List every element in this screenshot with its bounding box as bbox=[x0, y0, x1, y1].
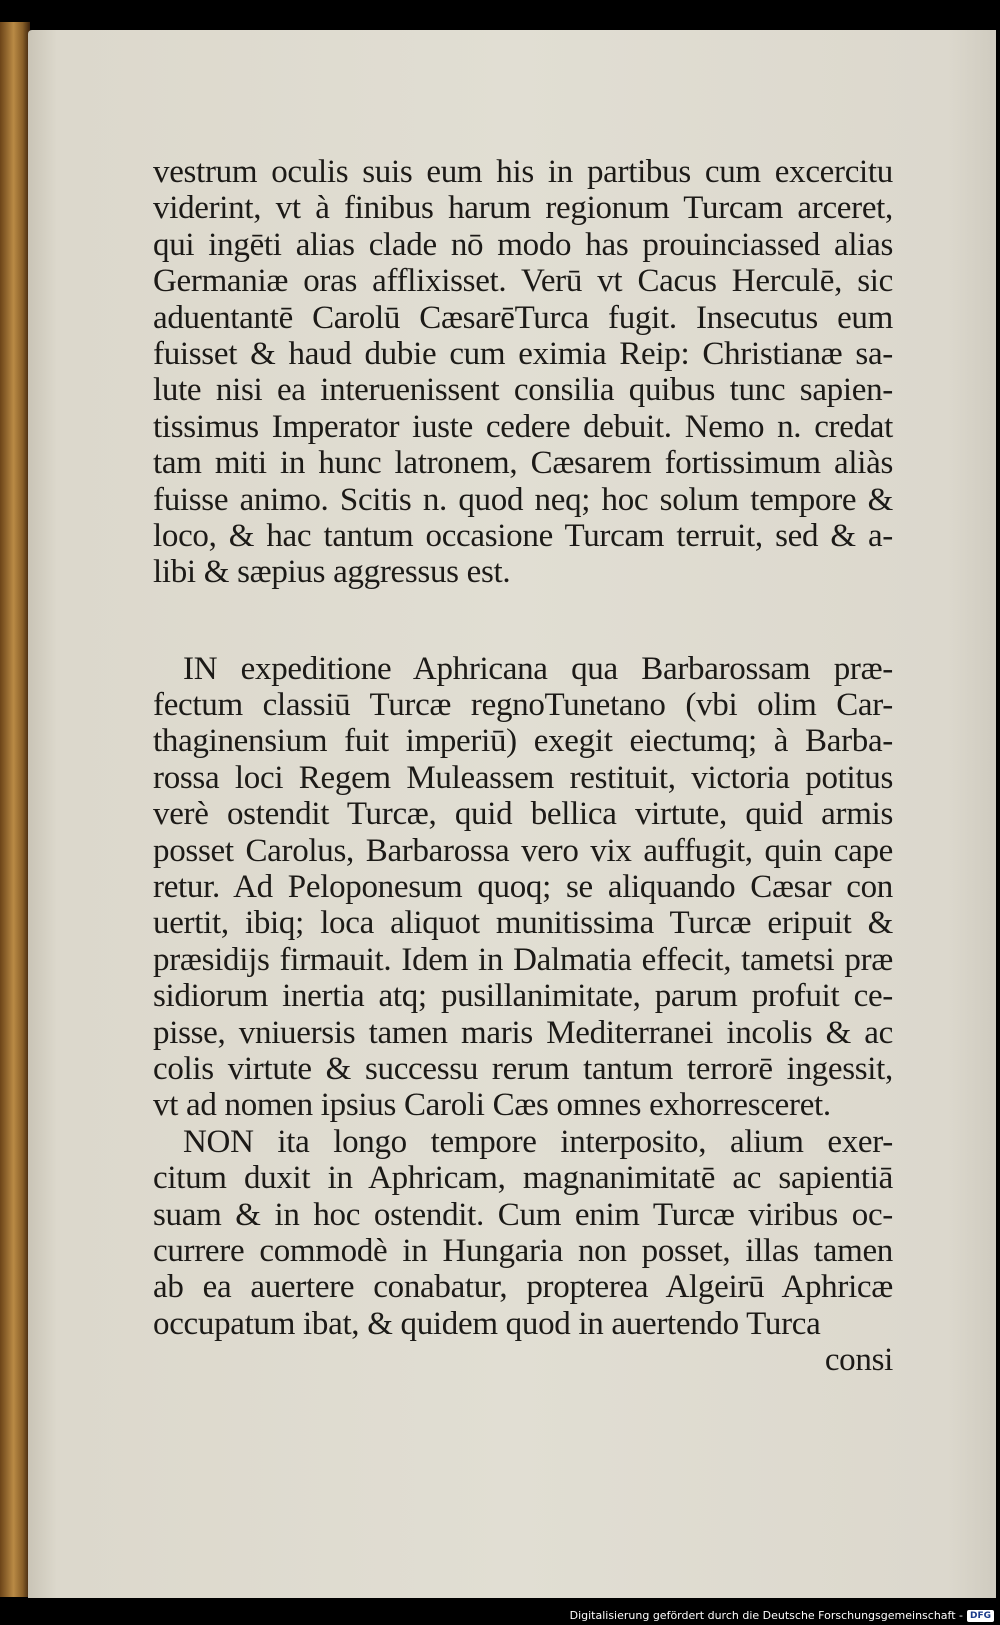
text-line: pisse, vniuersis tamen maris Mediterranei incolis & ac bbox=[153, 1014, 893, 1051]
text-line: ab ea auertere conabatur, propterea Algeirū Aphricæ bbox=[153, 1269, 893, 1306]
dfg-logo: DFG bbox=[967, 1610, 994, 1622]
page-text bbox=[153, 154, 893, 1379]
text-line: IN expeditione Aphricana qua Barbarossam præ- bbox=[183, 650, 893, 687]
text-line: loco, & hac tantum occasione Turcam terruit, sed & a- bbox=[153, 517, 893, 554]
paragraph-3 bbox=[153, 1124, 893, 1342]
text-line: Germaniæ oras afflixisset. Verū vt Cacus Herculē, sic bbox=[153, 263, 893, 300]
text-line: lute nisi ea interuenissent consilia quibus tunc sapien- bbox=[153, 372, 893, 409]
text-line: sidiorum inertia atq; pusillanimitate, parum profuit ce- bbox=[153, 978, 893, 1015]
text-line: thaginensium fuit imperiū) exegit eiectumq; à Barba- bbox=[153, 723, 893, 760]
text-line: fectum classiū Turcæ regnoTunetano (vbi olim Car- bbox=[153, 687, 893, 724]
text-line: fuisse animo. Scitis n. quod neq; hoc solum tempore & bbox=[153, 481, 893, 518]
text-line: qui ingēti alias clade nō modo has prouinciassed alias bbox=[153, 226, 893, 263]
catchword: consi bbox=[824, 1342, 893, 1379]
paragraph-2 bbox=[153, 651, 893, 1124]
text-line: vt ad nomen ipsius Caroli Cæs omnes exhorresceret. bbox=[153, 1087, 831, 1124]
text-line: præsidijs firmauit. Idem in Dalmatia effecit, tametsi præ bbox=[153, 941, 893, 978]
text-line: posset Carolus, Barbarossa vero vix auffugit, quin cape bbox=[153, 832, 893, 869]
paragraph-1 bbox=[153, 154, 893, 591]
text-line: rossa loci Regem Muleassem restituit, victoria potitus bbox=[153, 759, 893, 796]
text-line: NON ita longo tempore interposito, alium exer- bbox=[183, 1123, 893, 1160]
footer-text: Digitalisierung gefördert durch die Deutsche Forschungsgemeinschaft - bbox=[569, 1609, 963, 1622]
text-line: aduentantē Carolū CæsarēTurca fugit. Insecutus eum bbox=[153, 299, 893, 336]
text-line: uertit, ibiq; loca aliquot munitissima Turcæ eripuit & bbox=[153, 905, 893, 942]
book-spine bbox=[0, 22, 30, 1597]
text-line: currere commodè in Hungaria non posset, illas tamen bbox=[153, 1232, 893, 1269]
text-line: fuisset & haud dubie cum eximia Reip: Christianæ sa- bbox=[153, 335, 893, 372]
text-line: suam & in hoc ostendit. Cum enim Turcæ viribus oc- bbox=[153, 1196, 893, 1233]
text-line: colis virtute & successu rerum tantum terrorē ingessit, bbox=[153, 1050, 893, 1087]
text-line: viderint, vt à finibus harum regionum Turcam arceret, bbox=[153, 190, 893, 227]
text-line: tissimus Imperator iuste cedere debuit. Nemo n. credat bbox=[153, 408, 893, 445]
text-line: libi & sæpius aggressus est. bbox=[153, 554, 511, 591]
text-line: verè ostendit Turcæ, quid bellica virtute, quid armis bbox=[153, 796, 893, 833]
text-line: occupatum ibat, & quidem quod in auertendo Turca bbox=[153, 1305, 821, 1342]
digitization-footer bbox=[570, 1609, 994, 1622]
text-line: retur. Ad Peloponesum quoq; se aliquando Cæsar con bbox=[153, 869, 893, 906]
text-line: citum duxit in Aphricam, magnanimitatē ac sapientiā bbox=[153, 1160, 893, 1197]
text-line: tam miti in hunc latronem, Cæsarem fortissimum aliàs bbox=[153, 445, 893, 482]
text-line: vestrum oculis suis eum his in partibus cum excercitu bbox=[153, 154, 893, 190]
